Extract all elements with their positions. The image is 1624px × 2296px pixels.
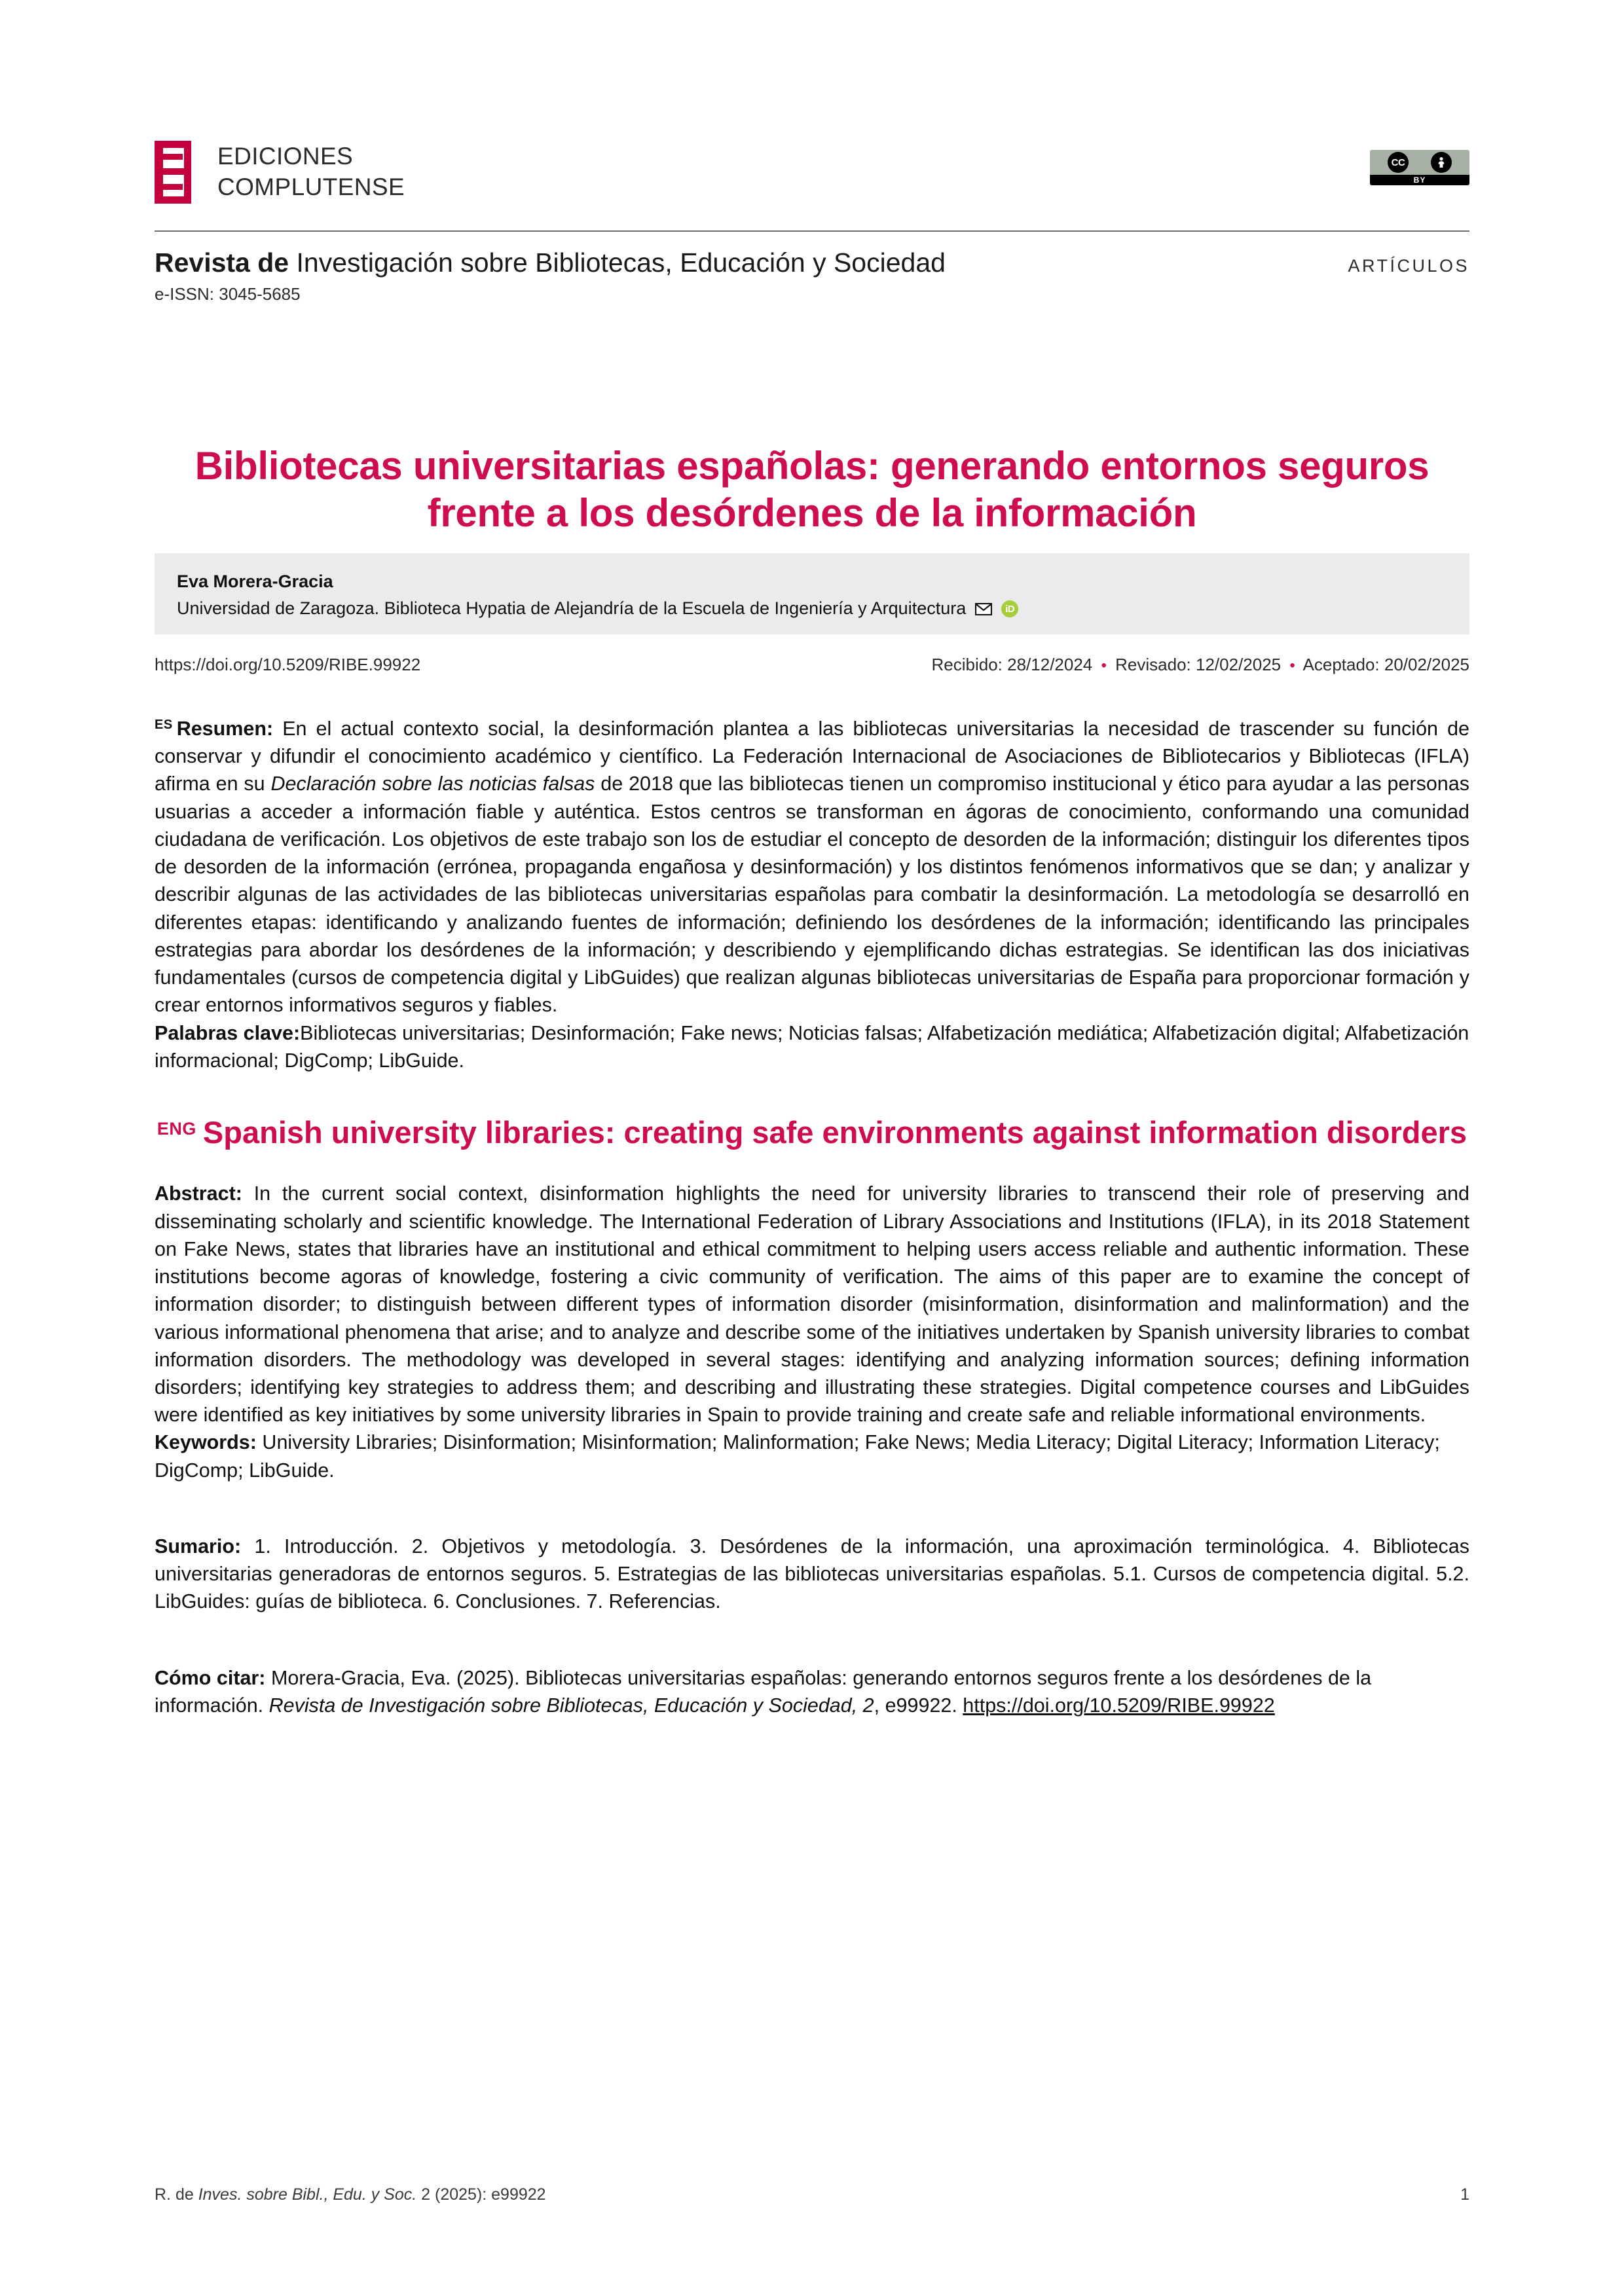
how-to-cite-doi[interactable]: https://doi.org/10.5209/RIBE.99922 [963,1694,1275,1717]
date-separator-2: • [1289,657,1295,674]
article-title-en-text: Spanish university libraries: creating safe environments against information disorders [202,1115,1467,1150]
date-received: Recibido: 28/12/2024 [931,655,1093,674]
article-body [155,715,1469,1719]
spacer-before-citation [155,1616,1469,1664]
how-to-cite-journal: Revista de Investigación sobre Bibliotecas, Educación y Sociedad, [268,1694,858,1717]
how-to-cite-text-1: Morera-Gracia, Eva. (2025). Bibliotecas universitarias españolas: generando entornos seguros frente a los desórdenes de la información. [155,1666,1372,1717]
masthead-divider [155,230,1469,232]
abstract-es-label: Resumen: [176,718,274,740]
publisher-name-line1: EDICIONES [217,143,354,170]
journal-title-rest: Investigación sobre Bibliotecas, Educación y Sociedad [296,247,946,278]
cc-by-label: BY [1370,175,1469,185]
doi-link[interactable]: https://doi.org/10.5209/RIBE.99922 [155,655,421,674]
footer-abbrev-suffix: 2 (2025): e99922 [416,2185,546,2204]
abstract-es-text-2: de 2018 que las bibliotecas tienen un compromiso institucional y ético para ayudar a las personas usuarias a acceder a información fiable y auténtica. Estos centros se transforman en ágoras de conocimiento, conformando una comunidad ciudadana de verificación. Los objetivos de este trabajo son los de estudiar el concepto de desorden de la información; distinguir los diferentes tipos de desorden de la información (errónea, propaganda engañosa y desinformación) y los distintos fenómenos informativos que se dan; y analizar y describir algunas de las actividades de las bibliotecas universitarias españolas para combatir la desinformación. La metodología se desarrolló en diferentes etapas: identificando y analizando fuentes de información; definiendo los desórdenes de la información; identificando las principales estrategias para abordar los desórdenes de la información; y describiendo y ejemplificando dichas estrategias. Se identifican las dos iniciativas fundamentales (cursos de competencia digital y LibGuides) que realizan algunas bibliotecas universitarias de España para proporcionar formación y crear entornos informativos seguros y fiables. [155,773,1469,1017]
author-name: Eva Morera-Gracia [177,572,333,591]
author-affiliation: Universidad de Zaragoza. Biblioteca Hypatia de Alejandría de la Escuela de Ingeniería y Arquitectura [177,598,967,619]
masthead [155,141,1469,227]
author-block [155,553,1469,634]
how-to-cite [155,1664,1469,1719]
cc-logo-icon: CC [1388,152,1409,173]
abstract-es-text-1: En el actual contexto social, la desinformación plantea a las bibliotecas universitarias la necesidad de trascender su función de conservar y difundir el conocimiento académico y científico. La Federación Internacional de Asociaciones de Bibliotecarios y Bibliotecas (IFLA) afirma en su [155,718,1469,795]
keywords-es-label: Palabras clave: [155,1021,301,1044]
lang-tag-es: ES [155,718,173,732]
journal-header [155,247,1469,278]
orcid-id-icon[interactable]: iD [1001,600,1018,617]
cc-person-icon [1431,152,1452,173]
doi-and-dates [155,655,1469,675]
keywords-es-text: Bibliotecas universitarias; Desinformación; Fake news; Noticias falsas; Alfabetización mediática; Alfabetización digital; Alfabetización informacional; DigComp; LibGuide. [155,1021,1469,1072]
journal-title-strong: Revista de [155,247,297,278]
cc-badge-top [1370,150,1469,175]
keywords-es [155,1019,1469,1074]
abstract-en [155,1180,1469,1429]
complutense-e-logo-icon [155,141,199,204]
page-number: 1 [1460,2185,1469,2204]
publisher-name [217,141,405,203]
creative-commons-by-badge[interactable] [1370,150,1469,185]
how-to-cite-text-2: , e99922. [874,1694,963,1717]
how-to-cite-volume: 2 [857,1694,874,1717]
journal-eissn: e-ISSN: 3045-5685 [155,284,301,304]
author-affiliation-row [177,596,1469,621]
summary-text: 1. Introducción. 2. Objetivos y metodología. 3. Desórdenes de la información, una aproximación terminológica. 4. Bibliotecas universitarias generadoras de entornos seguros. 5. Estrategias de las bibliotecas universitarias españolas. 5.1. Cursos de competencia digital. 5.2. LibGuides: guías de biblioteca. 6. Conclusiones. 7. Referencias. [155,1535,1469,1613]
date-revised: Revisado: 12/02/2025 [1115,655,1282,674]
section-label: ARTÍCULOS [1348,256,1469,276]
envelope-icon[interactable] [975,603,992,615]
publisher-name-line2: COMPLUTENSE [217,173,405,200]
journal-title [155,247,946,278]
publication-dates [932,655,1469,675]
article-title-en [155,1114,1469,1151]
abstract-es-italic-title: Declaración sobre las noticias falsas [270,773,595,795]
keywords-en [155,1429,1469,1484]
spacer-after-en-title [155,1151,1469,1180]
publisher-brand [155,141,405,204]
abstract-en-text: In the current social context, disinformation highlights the need for university libraries to transcend their role of preserving and disseminating scholarly and scientific knowledge. The International Federation of Library Associations and Institutions (IFLA), in its 2018 Statement on Fake News, states that libraries have an institutional and ethical commitment to helping users access reliable and authentic information. These institutions become agoras of knowledge, fostering a civic community of verification. The aims of this paper are to examine the concept of information disorder; to distinguish between different types of information disorder (misinformation, disinformation and malinformation) and the various informational phenomena that arise; and to analyze and describe some of the initiatives undertaken by Spanish university libraries to combat information disorders. The methodology was developed in several stages: identifying and analyzing information sources; defining information disorders; identifying key strategies to address them; and describing and illustrating these strategies. Digital competence courses and LibGuides were identified as key initiatives by some university libraries in Spain to provide training and create safe and reliable informational environments. [155,1182,1469,1427]
lang-tag-en: ENG [157,1119,196,1139]
footer-abbrev-italic: Inves. sobre Bibl., Edu. y Soc. [198,2185,417,2204]
page-footer [155,2185,1469,2204]
keywords-en-label: Keywords: [155,1431,257,1454]
article-title-es: Bibliotecas universitarias españolas: generando entornos seguros frente a los desórdenes de la información [194,444,1430,536]
summary-section [155,1533,1469,1616]
how-to-cite-label: Cómo citar: [155,1666,266,1689]
summary-label: Sumario: [155,1535,242,1558]
footer-journal-abbrev [155,2185,546,2204]
date-separator-1: • [1101,657,1107,674]
abstract-es [155,715,1469,1019]
spacer-before-summary [155,1484,1469,1533]
abstract-en-label: Abstract: [155,1182,242,1205]
date-accepted: Aceptado: 20/02/2025 [1302,655,1469,674]
keywords-en-text: University Libraries; Disinformation; Misinformation; Malinformation; Fake News; Media Literacy; Digital Literacy; Information Literacy; DigComp; LibGuide. [155,1431,1440,1482]
footer-abbrev-prefix: R. de [155,2185,198,2204]
